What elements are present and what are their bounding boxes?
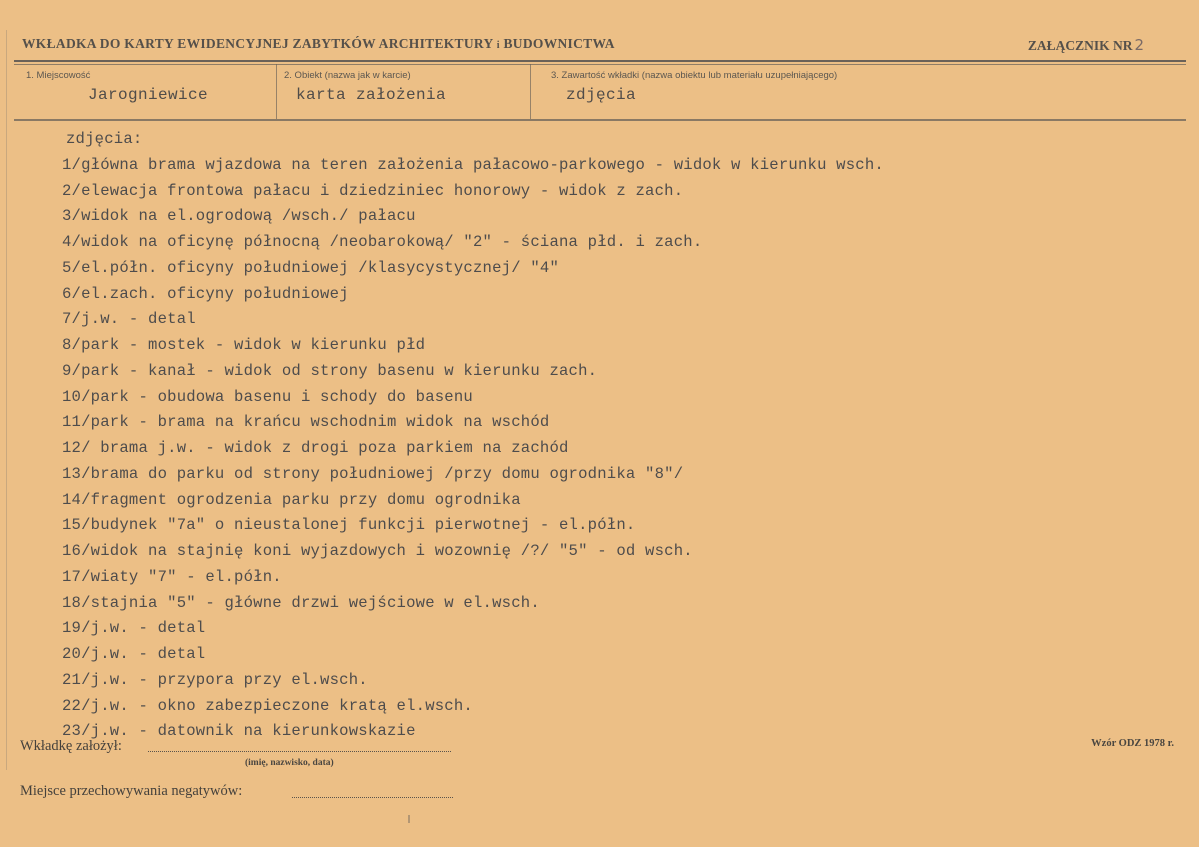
photo-list-item: 19/j.w. - detal: [62, 619, 206, 638]
field-label-object: 2. Obiekt (nazwa jak w karcie): [284, 70, 411, 81]
annex-number-label: [1028, 36, 1144, 54]
photo-list-item: 16/widok na stajnię koni wyjazdowych i wozownię /?/ "5" - od wsch.: [62, 542, 693, 560]
photo-list-item: 5/el.półn. oficyny południowej /klasycystycznej/ "4": [62, 258, 560, 277]
card-title-part-1: WKŁADKA DO KARTY EWIDENCYJNEJ ZABYTKÓW ARCHITEKTURY: [22, 36, 497, 51]
negatives-storage-dotted-line: [292, 797, 453, 798]
photo-list-item: 7/j.w. - detal: [62, 310, 196, 329]
field-divider-1: [276, 64, 277, 119]
annex-number: 2: [1134, 36, 1144, 54]
photo-list-item: 10/park - obudowa basenu i schody do basenu: [62, 387, 473, 406]
field-value-object: karta założenia: [296, 86, 447, 104]
field-value-contents: zdjęcia: [566, 86, 637, 104]
photo-list-item: 22/j.w. - okno zabezpieczone kratą el.wsch.: [62, 696, 473, 715]
fields-bottom-rule: [14, 119, 1186, 121]
photo-list-item: 9/park - kanał - widok od strony basenu w kierunku zach.: [62, 361, 598, 380]
card-edge-line: [6, 30, 7, 770]
photo-list-item: 3/widok na el.ogrodową /wsch./ pałacu: [62, 207, 416, 226]
photo-list-item: 15/budynek "7a" o nieustalonej funkcji pierwotnej - el.półn.: [62, 516, 636, 535]
photo-list-item: 6/el.zach. oficyny południowej: [62, 284, 349, 303]
card-header: [22, 32, 1182, 58]
header-rule-thin: [14, 64, 1186, 65]
photo-list-item: 13/brama do parku od strony południowej /przy domu ogrodnika "8"/: [62, 464, 684, 483]
annex-label: ZAŁĄCZNIK NR: [1027, 38, 1133, 53]
header-rule-thick: [14, 60, 1186, 62]
photo-list-item: 21/j.w. - przypora przy el.wsch.: [62, 670, 368, 689]
field-label-locality: 1. Miejscowość: [26, 70, 91, 81]
photo-list-item: 12/ brama j.w. - widok z drogi poza parkiem na zachód: [62, 439, 569, 457]
field-value-locality: Jarogniewice: [88, 86, 209, 104]
card-title: [22, 36, 615, 52]
photo-list-item: 23/j.w. - datownik na kierunkowskazie: [62, 722, 416, 741]
photo-list-item: 4/widok na oficynę północną /neobarokową/ "2" - ściana płd. i zach.: [62, 233, 703, 251]
form-version: Wzór ODZ 1978 r.: [1091, 738, 1174, 749]
card-title-part-2: BUDOWNICTWA: [499, 36, 615, 51]
photo-list-item: 11/park - brama na krańcu wschodnim widok na wschód: [62, 413, 550, 432]
photo-list-heading: zdjęcia:: [66, 130, 143, 148]
paper-mark: [408, 815, 410, 823]
photo-list-item: 17/wiaty "7" - el.półn.: [62, 567, 282, 586]
photo-list-item: 1/główna brama wjazdowa na teren założenia pałacowo-parkowego - widok w kierunku wsch.: [62, 155, 884, 174]
photo-list-item: 8/park - mostek - widok w kierunku płd: [62, 336, 426, 354]
field-label-contents: 3. Zawartość wkładki (nazwa obiektu lub materiału uzupełniającego): [551, 70, 838, 81]
photo-list: [62, 127, 1142, 745]
negatives-storage-label: Miejsce przechowywania negatywów:: [20, 783, 243, 799]
author-hint: (imię, nazwisko, data): [245, 758, 334, 768]
field-divider-2: [530, 64, 531, 119]
card-title-conjunction: i: [496, 40, 500, 51]
author-label: Wkładkę założył:: [20, 738, 122, 754]
author-dotted-line: [148, 751, 451, 752]
photo-list-item: 2/elewacja frontowa pałacu i dziedziniec honorowy - widok z zach.: [62, 181, 684, 200]
photo-list-item: 18/stajnia "5" - główne drzwi wejściowe w el.wsch.: [62, 593, 540, 612]
photo-list-item: 20/j.w. - detal: [62, 645, 206, 663]
photo-list-item: 14/fragment ogrodzenia parku przy domu ogrodnika: [62, 490, 521, 509]
